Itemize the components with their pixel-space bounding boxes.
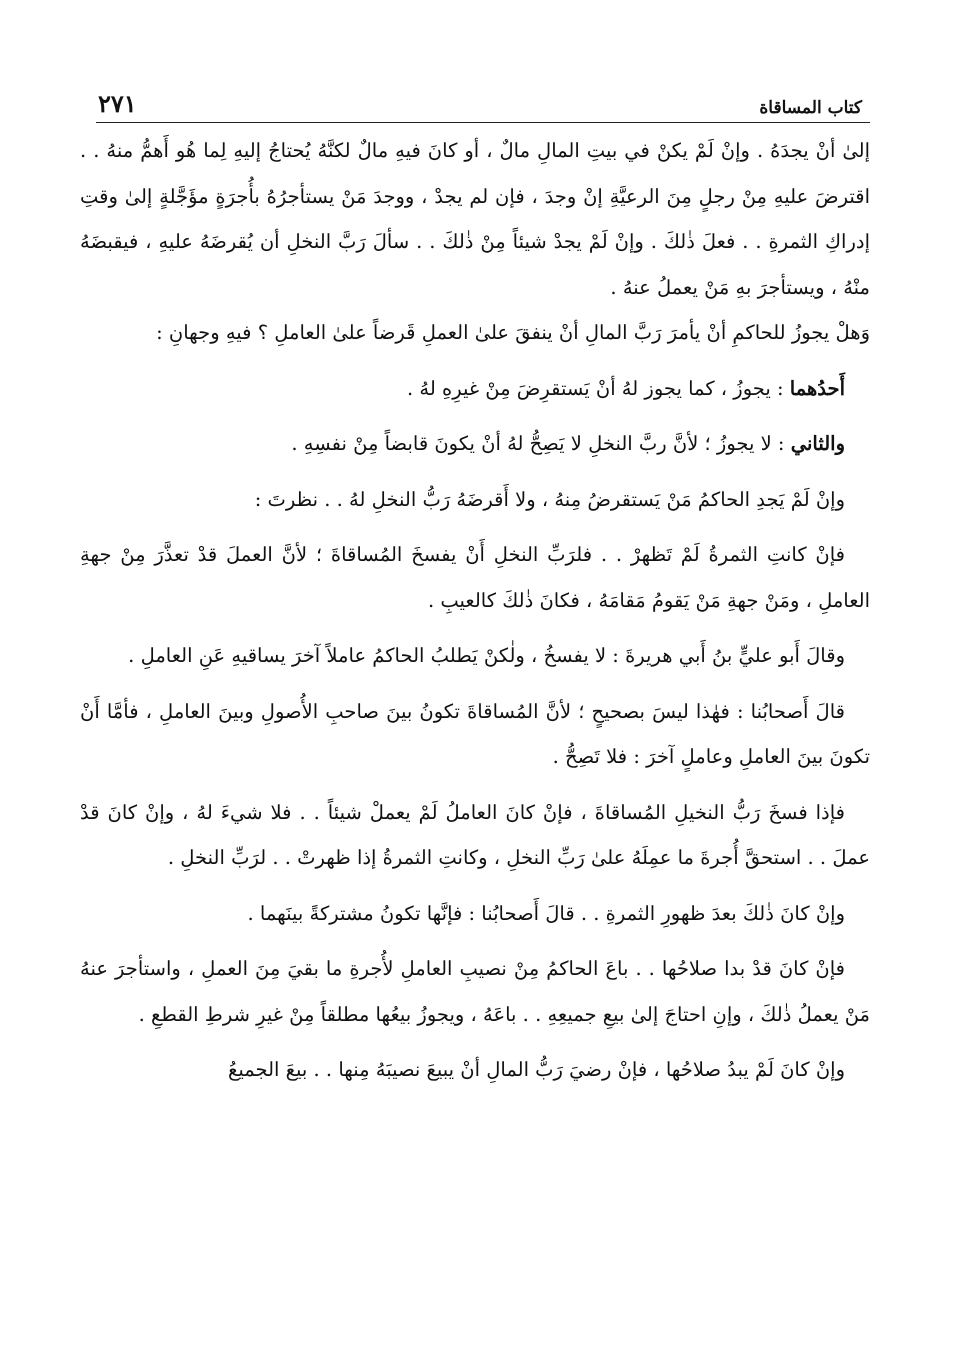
paragraph-12: وإنْ كانَ لَمْ يبدُ صلاحُها ، فإنْ رضيَ رَبُّ المالِ أنْ يبيعَ نصيبَهُ مِنها . . بيعَ الجميعُ <box>227 1058 845 1081</box>
paragraph-4-lead: والثاني <box>790 432 845 455</box>
paragraph-5: وإنْ لَمْ يَجدِ الحاكمُ مَنْ يَستقرضُ مِنهُ ، ولا أَقرضَهُ رَبُّ النخلِ لهُ . . نظرتَ : <box>254 487 845 511</box>
paragraph-7: وقالَ أَبو عليٍّ بنُ أَبي هريرةَ : لا يفسخُ ، ولٰكنْ يَطلبُ الحاكمُ عاملاً آخرَ يساقيهِ عَنِ العاملِ . <box>128 644 845 667</box>
paragraph-10: وإنْ كانَ ذٰلكَ بعدَ ظهورِ الثمرةِ . . قالَ أَصحابُنا : فإنَّها تكونُ مشتركةً بينَهما . <box>247 901 845 925</box>
paragraph-4 <box>80 421 870 467</box>
paragraph-3 <box>80 366 870 412</box>
page-body <box>80 128 870 1093</box>
paragraph-3-lead: أَحدُهما <box>789 376 845 400</box>
paragraph-8: قالَ أَصحابُنا : فهٰذا ليسَ بصحيحٍ ؛ لأنَّ المُساقاةَ تكونُ بينَ صاحبِ الأُصولِ وبينَ العاملِ ، فأمَّا أَنْ تكونَ بينَ العاملِ وعاملٍ آخرَ : فلا تَصِحُّ . <box>80 699 870 768</box>
paragraph-4-text: : لا يجوزُ ؛ لأنَّ ربَّ النخلِ لا يَصِحُّ لهُ أنْ يكونَ قابضاً مِنْ نفسِهِ . <box>291 432 791 455</box>
running-title: كتاب المساقاة <box>759 98 862 118</box>
paragraph-1: إلىٰ أنْ يجدَهُ . وإنْ لَمْ يكنْ في بيتِ المالِ مالٌ ، أو كانَ فيهِ مالٌ لكنَّهُ يُحتاجُ إليهِ لِما هُو أَهمُّ منهُ . . اقترضَ عليهِ مِنْ رجلٍ مِنَ الرعيَّةِ إنْ وجدَ ، فإن لم يجدْ ، ووجدَ مَنْ يستأجرُهُ بأُجرَةٍ مؤَجَّلةٍ إلىٰ وقتِ إدراكِ الثمرةِ . . فعلَ ذٰلكَ . وإنْ لَمْ يجدْ شيئاً مِنْ ذٰلكَ . . سألَ رَبَّ النخلِ أن يُقرضَهُ عليهِ ، فيقبضَهُ منْهُ ، ويستأجرَ بهِ مَنْ يعملُ عنهُ . <box>80 139 870 299</box>
paragraph-9: فإذا فسخَ رَبُّ النخيلِ المُساقاةَ ، فإنْ كانَ العاملُ لَمْ يعملْ شيئاً . . فلا شيءَ لهُ ، وإنْ كانَ قدْ عملَ . . استحقَّ أُجرةَ ما عمِلَهُ علىٰ رَبِّ النخلِ ، وكانتِ الثمرةُ إذا ظهرتْ . . لرَبِّ النخلِ . <box>80 800 870 869</box>
book-page <box>80 78 870 1348</box>
paragraph-11: فإنْ كانَ قدْ بدا صلاحُها . . باعَ الحاكمُ مِنْ نصيبِ العاملِ لأُجرةِ ما بقيَ مِنَ العملِ ، واستأجرَ عنهُ مَنْ يعملُ ذٰلكَ ، وإنِ احتاجَ إلىٰ بيعِ جميعِهِ . . باعَهُ ، ويجوزُ بيعُها مطلقاً مِنْ غيرِ شرطِ القطعِ . <box>80 957 870 1026</box>
page-header <box>80 78 870 118</box>
header-divider <box>96 122 870 123</box>
paragraph-2: وَهلْ يجوزُ للحاكمِ أنْ يأمرَ رَبَّ المالِ أنْ ينفقَ علىٰ العملِ قَرضاً علىٰ العاملِ ؟ فيهِ وجهانِ : <box>156 321 870 344</box>
page-number: ٢٧١ <box>98 89 137 118</box>
paragraph-3-text: : يجوزُ ، كما يجوز لهُ أنْ يَستقرِضَ مِنْ غيرِهِ لهُ . <box>407 376 790 400</box>
paragraph-6: فإنْ كانتِ الثمرةُ لَمْ تَظهرْ . . فلرَبِّ النخلِ أَنْ يفسخَ المُساقاةَ ؛ لأنَّ العملَ قدْ تعذَّرَ مِنْ جهةِ العاملِ ، ومَنْ جهةِ مَنْ يَقومُ مَقامَهُ ، فكانَ ذٰلكَ كالعيبِ . <box>80 543 870 612</box>
